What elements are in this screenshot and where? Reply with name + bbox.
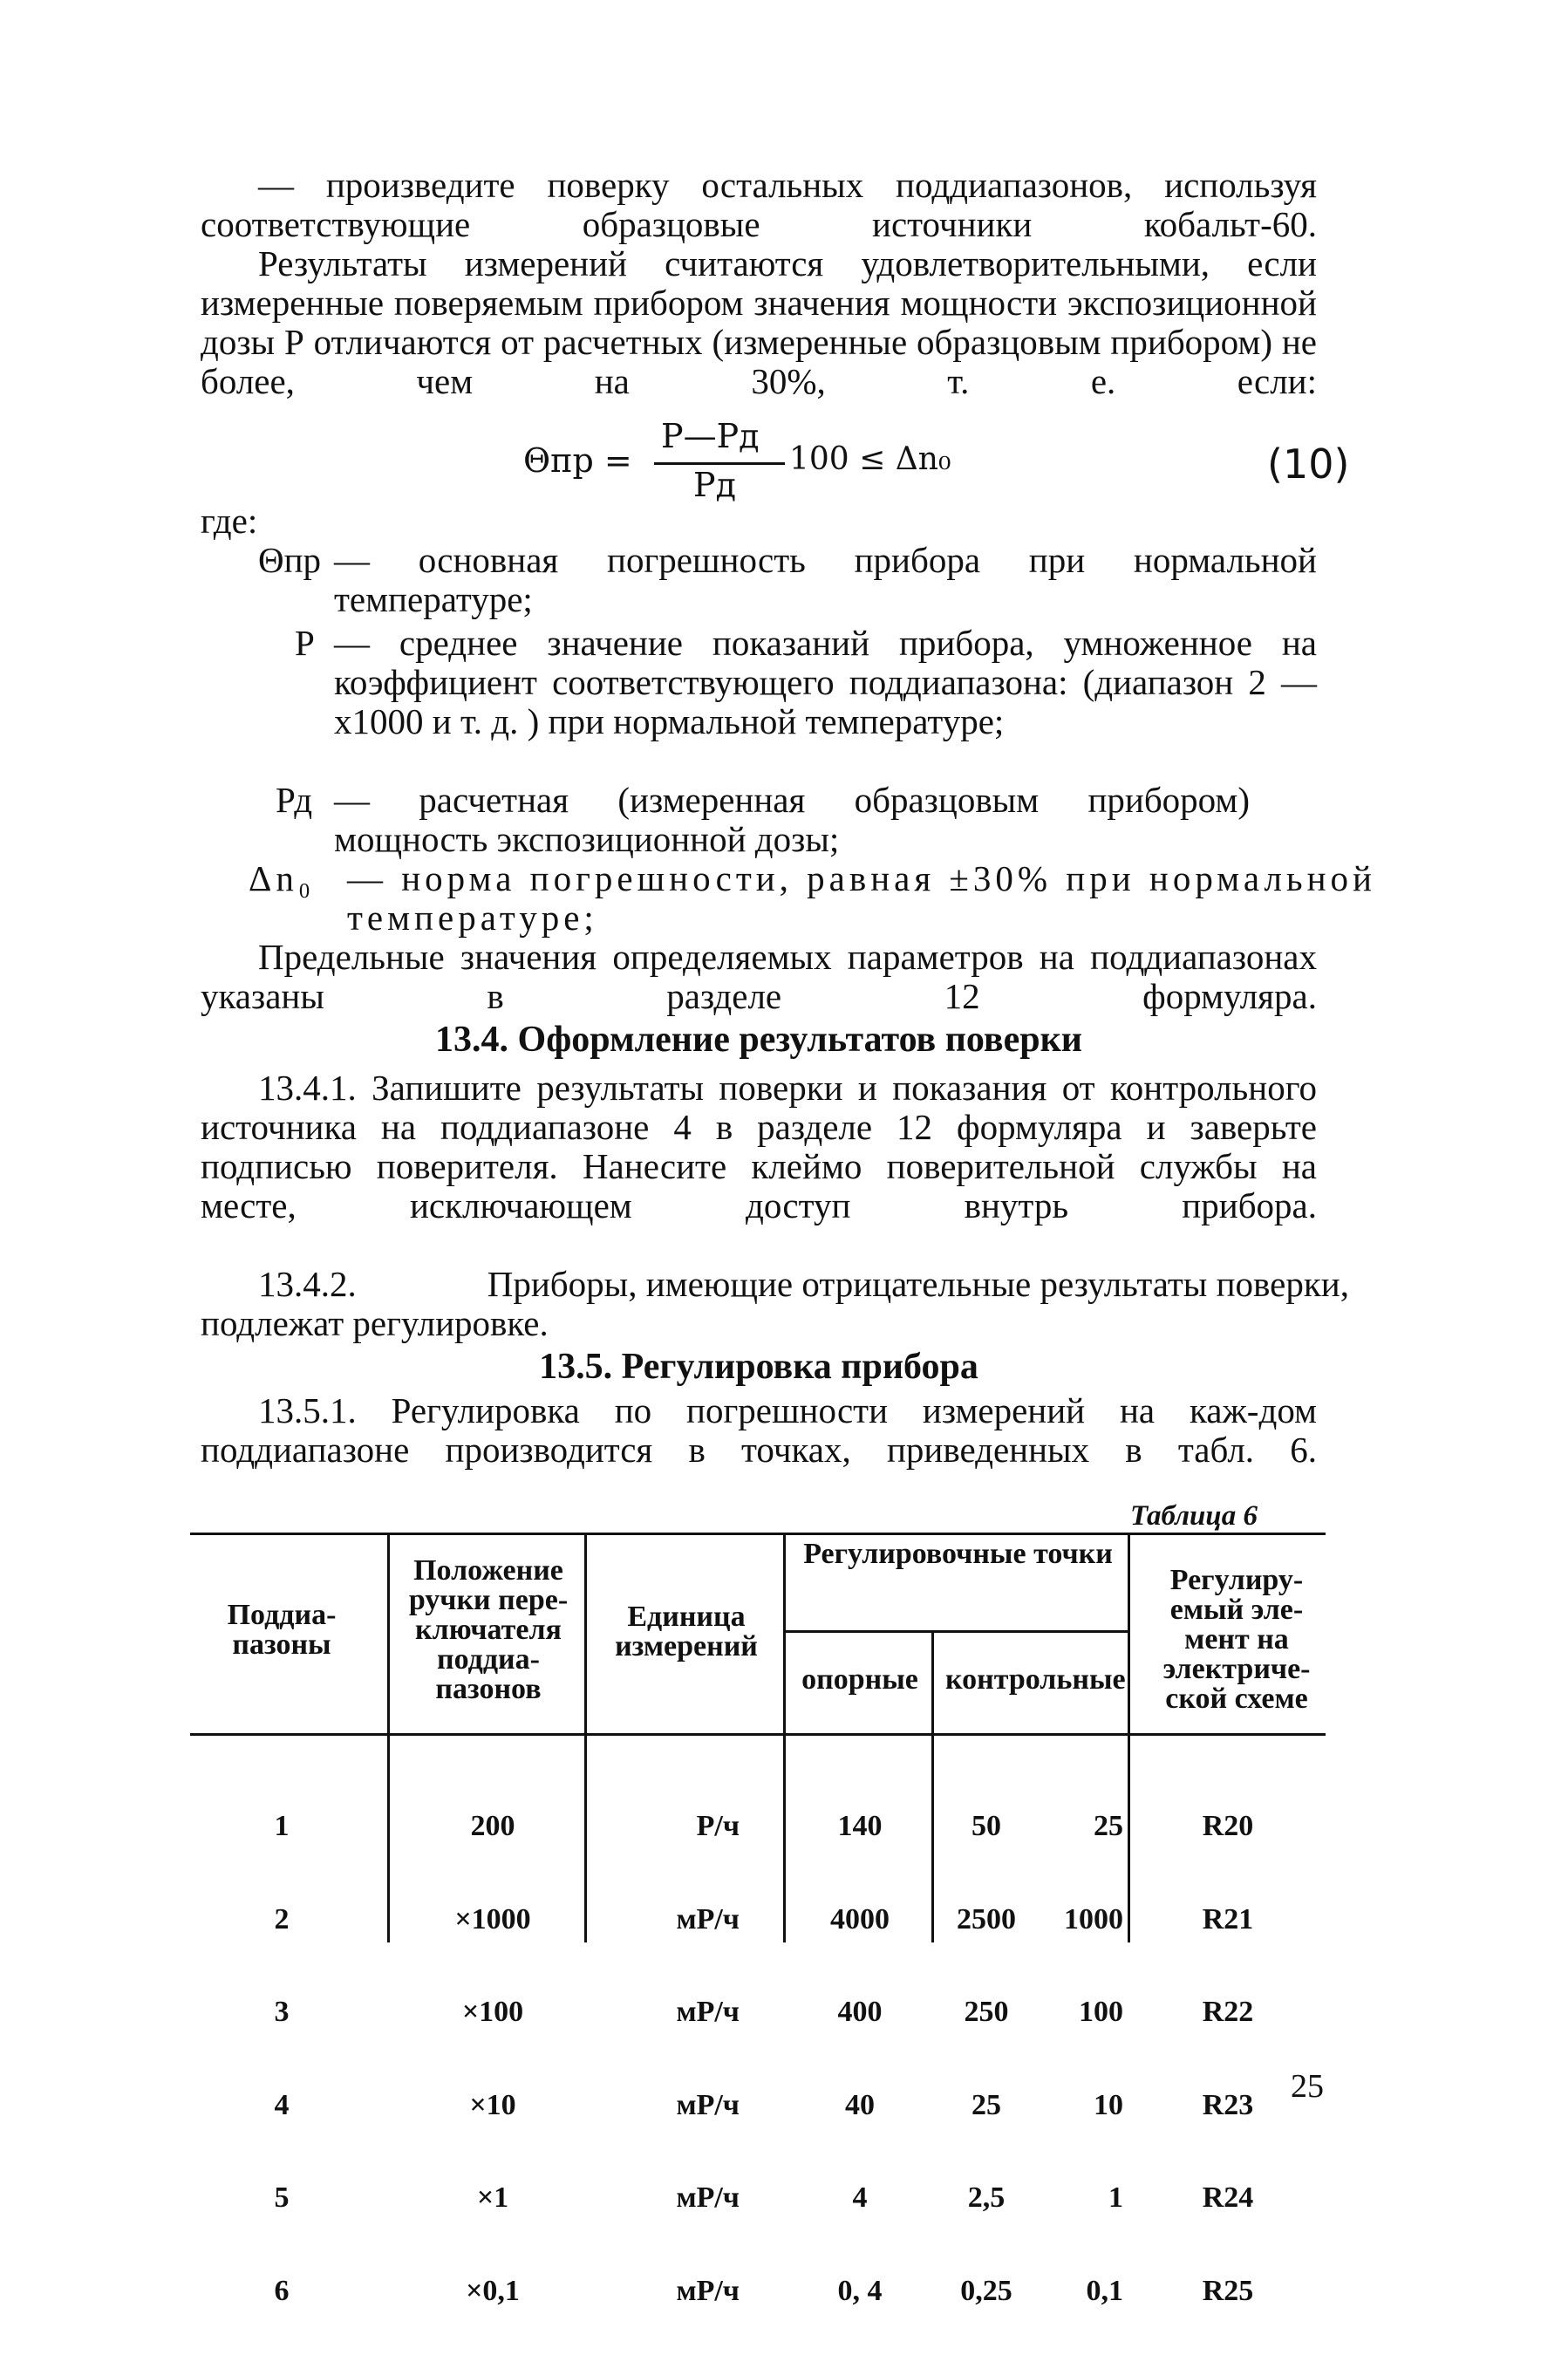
table-cell: 2,5 (967, 2181, 1006, 2214)
table-cell: 4000 (830, 1902, 890, 1935)
table-cell: 2500 (957, 1902, 1016, 1935)
table-cell: 200 (470, 1810, 515, 1842)
definition-term: Рд (276, 780, 313, 820)
table-cell: 3 (274, 1996, 290, 2028)
table-caption: Таблица 6 (1130, 1500, 1258, 1532)
table-cell: ×10 (469, 2088, 516, 2121)
definition-text: — основная погрешность прибора при нормальной температуре; (334, 540, 1317, 619)
header-adjusted-element: Регулиру- емый эле- мент на электриче- ской схеме (1162, 1564, 1311, 1715)
formula-denominator: Рд (693, 466, 736, 504)
header-control: контрольные (945, 1663, 1126, 1696)
definition-text: — среднее значение показаний прибора, умноженное на коэффициент соответствующего поддиапазона: (диапазон 2 — х1000 и т. д. ) при нормальной температуре; (334, 623, 1317, 741)
table-cell: мР/ч (676, 1996, 740, 2028)
table-cell: 6 (274, 2274, 290, 2307)
paragraph-text: Приборы, имеющие отрицательные результаты поверки, подлежат регулировке. (201, 1264, 1349, 1343)
paragraph-results: Результаты измерений считаются удовлетворительными, если измеренные поверяемым прибором значения мощности экспозиционной дозы Р отличаются от расчетных (измеренные образцовым прибором) не более, чем на 30%, т. е. если: (201, 243, 1317, 401)
table-cell: 140 (837, 1810, 883, 1842)
table-top-rule (190, 1533, 1326, 1535)
table-cell: 1000 (1064, 1902, 1123, 1935)
table-subheader-rule (783, 1630, 1128, 1633)
table-cell: 100 (1079, 1996, 1123, 2028)
table-cell: мР/ч (676, 2088, 740, 2121)
table-cell: ×1000 (454, 1902, 531, 1935)
table-cell: 50 (971, 1810, 1001, 1842)
paragraph-13-4-2 (201, 1265, 1404, 1343)
table-cell: 10 (1094, 2088, 1123, 2121)
definition-term: Р (295, 623, 315, 663)
paragraph-number: 13.4.2. (258, 1264, 357, 1304)
header-reference: опорные (801, 1663, 918, 1696)
table-cell: 4 (852, 2181, 868, 2214)
table-col-divider (584, 1533, 587, 1942)
header-unit: Единица измерений (615, 1601, 758, 1662)
table-cell: 400 (837, 1996, 883, 2028)
table-cell: 1 (1108, 2181, 1123, 2214)
table-cell: 250 (964, 1996, 1009, 2028)
formula-lhs: Θпр = (523, 441, 632, 480)
table-cell: мР/ч (676, 2274, 740, 2307)
table-cell: R20 (1202, 1810, 1254, 1842)
table-col-divider (931, 1630, 934, 1942)
table-cell: R22 (1202, 1996, 1254, 2028)
definition-text: — расчетная (измеренная образцовым прибором) мощность экспозиционной дозы; (334, 780, 1250, 859)
paragraph-cobalt: — произведите поверку остальных поддиапазонов, используя соответствующие образцовые источники кобальт-60. (201, 165, 1317, 244)
formula-10 (523, 417, 1012, 513)
table-cell: R25 (1202, 2274, 1254, 2307)
formula-numerator: Р—Рд (661, 417, 760, 455)
table-cell: мР/ч (676, 2181, 740, 2214)
table-cell: ×1 (476, 2181, 509, 2214)
table-cell: 25 (1094, 1810, 1123, 1842)
table-cell: ×0,1 (466, 2274, 520, 2307)
table-cell: Р/ч (696, 1810, 740, 1842)
table-col-divider (1128, 1533, 1130, 1942)
table-6 (190, 1533, 1326, 2307)
table-cell: 1 (274, 1810, 290, 1842)
table-cell: 0, 4 (837, 2274, 883, 2307)
section-heading-13-5: 13.5. Регулировка прибора (539, 1347, 978, 1387)
table-cell: 2 (274, 1902, 290, 1935)
table-cell: 4 (274, 2088, 290, 2121)
fraction-bar (654, 462, 785, 465)
where-label: где: (201, 501, 258, 541)
definition-text: — норма погрешности, равная ±30% при нормальной температуре; (347, 858, 1376, 938)
paragraph-13-5-1: 13.5.1. Регулировка по погрешности измерений на каж-дом поддиапазоне производится в точках, приведенных в табл. 6. (201, 1390, 1317, 1470)
table-header-rule (190, 1733, 1326, 1736)
formula-rhs: 100 ≤ Δn₀ (789, 441, 951, 477)
paragraph-13-4-1: 13.4.1. Запишите результаты поверки и показания от контрольного источника на поддиапазоне 4 в разделе 12 формуляра и заверьте подписью поверителя. Нанесите клеймо поверительной службы на месте, исключающем доступ внутрь прибора. (201, 1068, 1317, 1225)
equation-number: (10) (1267, 440, 1350, 488)
table-cell: 0,1 (1086, 2274, 1123, 2307)
paragraph-limits: Предельные значения определяемых параметров на поддиапазонах указаны в разделе 12 формуляра. (201, 937, 1317, 1016)
table-cell: мР/ч (676, 1902, 740, 1935)
header-adjustment-points: Регулировочные точки (803, 1538, 1113, 1570)
page-number: 25 (1291, 2068, 1324, 2105)
definition-term: Δn₀ (249, 858, 316, 898)
table-cell: R21 (1202, 1902, 1254, 1935)
table-cell: 40 (845, 2088, 875, 2121)
table-cell: 0,25 (960, 2274, 1012, 2307)
header-switch-position: Положение ручки пере- ключателя поддиа- пазонов (408, 1554, 569, 1705)
table-cell: 5 (274, 2181, 290, 2214)
table-col-divider (387, 1533, 390, 1942)
table-cell: ×100 (461, 1996, 524, 2028)
table-cell: R24 (1202, 2181, 1254, 2214)
header-subrange: Поддиа- пазоны (227, 1599, 337, 1661)
table-cell: R23 (1202, 2088, 1254, 2121)
table-cell: 25 (971, 2088, 1001, 2121)
section-heading-13-4: 13.4. Оформление результатов поверки (435, 1020, 1082, 1060)
table-col-divider (783, 1533, 786, 1942)
definition-term: Θпр (258, 540, 322, 580)
